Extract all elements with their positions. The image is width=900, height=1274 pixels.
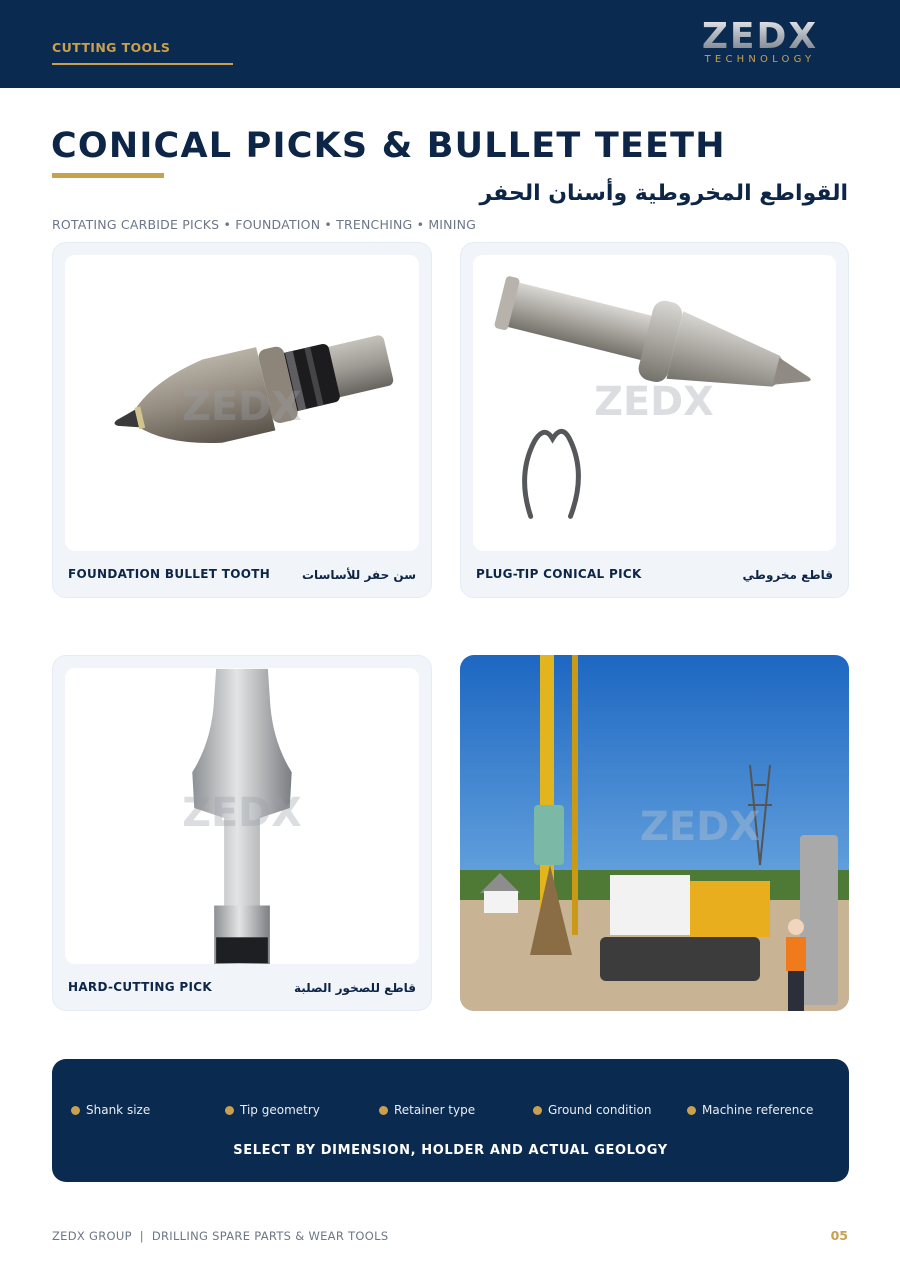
page-title: CONICAL PICKS & BULLET TEETH <box>51 126 726 166</box>
svg-text:ZEDX: ZEDX <box>182 789 302 836</box>
bullet-dot-icon <box>687 1106 696 1115</box>
product-card-bullet-tooth <box>52 242 432 598</box>
bullet-dot-icon <box>379 1106 388 1115</box>
criterion-item <box>225 1103 320 1117</box>
page-subtitle: ROTATING CARBIDE PICKS • FOUNDATION • TRENCHING • MINING <box>52 217 477 232</box>
page-number: 05 <box>830 1228 848 1243</box>
logo-wordmark: ZEDX <box>701 16 819 57</box>
product-name-arabic: قاطع مخروطي <box>742 568 833 582</box>
drilling-rig-photo <box>460 655 849 1011</box>
section-label: CUTTING TOOLS <box>52 40 171 55</box>
product-image-bullet-tooth <box>65 255 419 551</box>
product-card-conical-pick <box>460 242 849 598</box>
product-image-hard-cutting-pick <box>65 668 419 964</box>
product-name-arabic: سن حفر للأساسات <box>302 568 416 582</box>
logo-tagline: TECHNOLOGY <box>704 54 816 65</box>
drilling-rig-illustration <box>460 655 849 1011</box>
bullet-dot-icon <box>225 1106 234 1115</box>
product-card-hard-cutting-pick <box>52 655 432 1011</box>
zedx-logo <box>680 14 840 66</box>
bullet-dot-icon <box>533 1106 542 1115</box>
product-name: HARD-CUTTING PICK <box>68 980 212 994</box>
product-name: PLUG-TIP CONICAL PICK <box>476 567 642 581</box>
title-underline <box>52 173 164 178</box>
section-underline <box>52 63 233 65</box>
criterion-label: Ground condition <box>548 1103 652 1117</box>
criterion-item <box>71 1103 150 1117</box>
criterion-label: Tip geometry <box>240 1103 320 1117</box>
product-name: FOUNDATION BULLET TOOTH <box>68 567 271 581</box>
selection-panel <box>52 1059 849 1182</box>
hard-cutting-pick-illustration <box>65 668 419 964</box>
product-image-conical-pick <box>473 255 836 551</box>
conical-pick-illustration <box>473 255 836 551</box>
page-title-arabic: القواطع المخروطية وأسنان الحفر <box>479 181 848 206</box>
footer-company: ZEDX GROUP | DRILLING SPARE PARTS & WEAR TOOLS <box>52 1229 389 1243</box>
selection-criteria <box>71 1103 849 1121</box>
criterion-item <box>687 1103 813 1117</box>
bullet-tooth-illustration <box>65 255 419 551</box>
product-name-arabic: قاطع للصخور الصلبة <box>293 981 416 995</box>
svg-text:ZEDX: ZEDX <box>594 378 714 425</box>
svg-text:ZEDX: ZEDX <box>182 383 302 430</box>
criterion-label: Machine reference <box>702 1103 814 1117</box>
criterion-label: Retainer type <box>394 1103 476 1117</box>
bullet-dot-icon <box>71 1106 80 1115</box>
selection-note: SELECT BY DIMENSION, HOLDER AND ACTUAL GEOLOGY <box>233 1143 668 1158</box>
criterion-item <box>379 1103 475 1117</box>
criterion-label: Shank size <box>86 1103 151 1117</box>
svg-text:ZEDX: ZEDX <box>639 804 761 850</box>
criterion-item <box>533 1103 651 1117</box>
